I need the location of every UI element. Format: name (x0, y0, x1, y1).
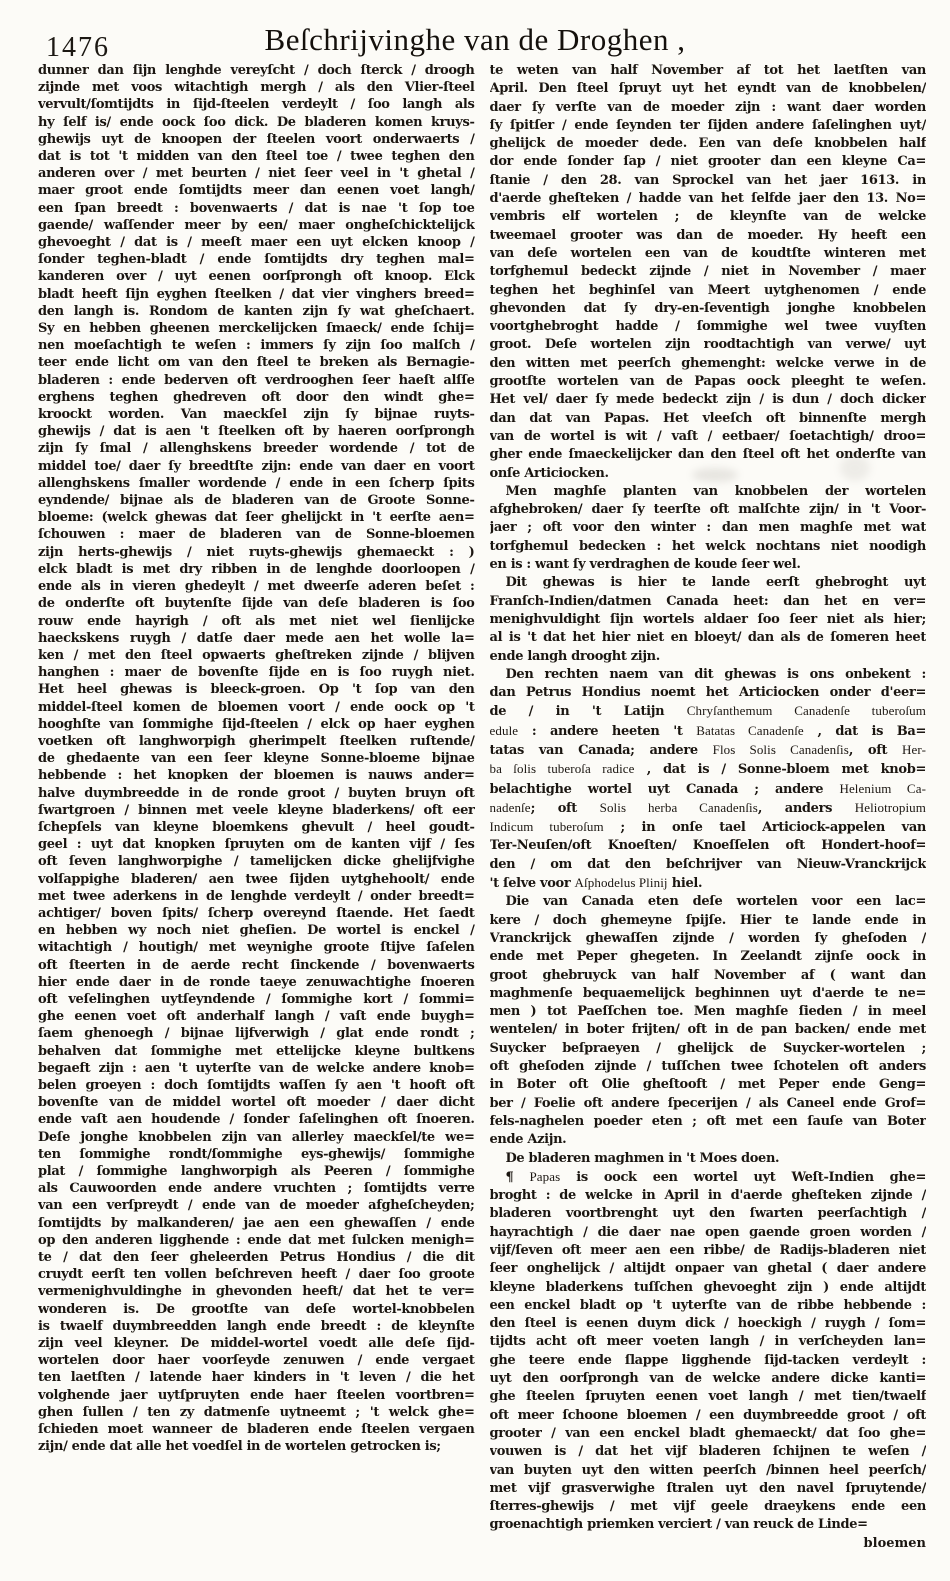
text-line: met twee aderkens in de lenghde verdeylt / onder breedt= (38, 888, 475, 904)
text-line: ghevonden dat ſy dry-en-ſeventigh jonghe knobbelen (489, 300, 926, 316)
text-line: ſchieden moet wanneer de bladeren ende ſteelen vergaen (38, 1422, 475, 1438)
text-line: oft ſeven langhworpighe / tamelijcken dicke ghelijfvighe (38, 854, 475, 870)
text-line: voetken oft langhworpigh gherimpelt ſteelken ruſtende/ (38, 733, 475, 749)
text-line: witachtigh / houtigh/ met weynighe groote ſtijve ſaſelen (38, 940, 475, 956)
text-line: begaeft zijn : aen 't uyterſte van de welcke andere knob= (38, 1060, 475, 1076)
text-line: kere / doch ghemeyne ſpijſe. Hier te lande ende in (489, 912, 926, 928)
text-line: jaer ; oft voor den winter : dan men maghſe met wat (489, 520, 926, 536)
roman-type-segment: Helenium Ca- (839, 780, 926, 796)
text-line: ſterres-ghewijs / met vijf geele draeykens ende een (489, 1499, 926, 1515)
text-line: De bladeren maghmen in 't Moes doen. (505, 1150, 780, 1166)
text-line: April. Den ſteel ſpruyt uyt het eyndt van de knobbelen/ (489, 81, 926, 97)
roman-type-segment: Flos Solis Canadenſis (712, 741, 849, 757)
text-line: torfghemul bedeckt zijnde / niet in November / maer (489, 264, 926, 280)
text-line: fels-naghelen poeder eten ; oft met een ſauſe van Boter (489, 1113, 926, 1129)
text-line: Den rechten naem van dit ghewas is ons onbekent : (505, 666, 926, 682)
text-line: ende vaſt aen houdende / ſonder ſaſelinghen oft ſnoeren. (38, 1112, 475, 1128)
text-line: onſe Articiocken. (489, 465, 609, 481)
text-line: kroockt worden. Van maeckſel zijn ſy bijnae ruyts- (38, 407, 475, 423)
text-line: dat is tot 't midden van den ſteel toe / twee teghen den (38, 149, 475, 165)
text-line: ghe eenen voet oft anderhalf langh / vaſt ende buygh= (38, 1009, 475, 1025)
text-line: als Cauwoorden ende andere vruchten ; ſomtijdts verre (38, 1181, 475, 1197)
text-line: grooter / van een enckel bladt ghemaeckt/ dat ſoo ghe= (489, 1425, 926, 1441)
text-line: op den anderen ligghende : ende dat met ſulcken menigh= (38, 1232, 475, 1248)
text-line: ſy ſpitſer / ende ſeynden ter ſijden andere ſaſelinghen uyt/ (489, 117, 926, 133)
text-line: vouwen is / dat het vijf bladeren ſchijnen te weſen / (489, 1444, 926, 1460)
text-line: zijnde met voos witachtigh mergh / als den Vlier-ſteel (38, 80, 475, 96)
text-line: broght : de welcke in April in d'aerde gheſteken zijnde / (489, 1188, 926, 1204)
text-line: hebbende : het knopken der bloemen is nauws ander= (38, 768, 475, 784)
text-line: een ſpan breedt : bovenwaerts / dat is nae 't ſop toe (38, 200, 475, 216)
text-line: dan dat van Papas. Het vleeſch oft binnenſte mergh (489, 410, 926, 426)
text-line: rouw ende hayrigh / oft als met niet wel ſienlijcke (38, 613, 475, 629)
text-line: hy ſelf is/ ende oock ſoo dick. De bladeren komen kruys- (38, 114, 475, 130)
text-line: ghevoeght / dat is / meeſt maer een uyt elcken knoop / (38, 235, 475, 251)
text-line: ¶ Papas is oock een wortel uyt Weſt-Indien ghe= (505, 1168, 926, 1185)
text-line: groot. Deſe wortelen zijn roodtachtigh van verwe/ uyt (489, 337, 926, 353)
text-line: belen groeyen : doch ſomtijdts waſſen ſy aen 't hooft oft (38, 1077, 475, 1093)
text-line: ghewijs uyt de knoopen der ſteelen voort onderwaerts / (38, 131, 475, 147)
text-line: dunner dan ſijn lenghde vereyſcht / doch ſterck / droogh (38, 63, 475, 78)
text-line: middel toe/ daer ſy breedtſte zijn: ende van daer en voort (38, 458, 475, 474)
text-line: groenachtigh priemken verciert / van reuck de Linde= (489, 1517, 868, 1533)
text-line: zijn veel kleyner. De middel-wortel voedt alle deſe ſijd- (38, 1336, 475, 1352)
page-number: 1476 (46, 32, 110, 63)
text-line: ſchouwen : maer de bladeren van de Sonne-bloemen (38, 527, 475, 543)
text-line: Indicum tuberoſum ; in onſe tael Articiock-appelen van (489, 819, 926, 836)
text-line: oft ſteerten in de aerde recht ſinckende / bovenwaerts (38, 957, 475, 973)
text-line: tijdts acht oft meer voeten langh / in verſcheyden lan= (489, 1334, 926, 1350)
text-line: wortelen door haer voorſeyde zenuwen / ende vergaet (38, 1353, 475, 1369)
text-line: behalven dat ſommighe met ettelijcke kleyne bultkens (38, 1043, 475, 1059)
text-line: menighvuldight ſijn wortels aldaer ſoo ſeer niet als hier; (489, 611, 926, 627)
text-line: kleyne bladerkens tuſſchen ghevoeght zijn ) ende altijdt (489, 1279, 926, 1295)
text-line: te weten van half November af tot het laetſten van (489, 63, 926, 78)
text-line: Het vel/ daer ſy mede bedeckt zijn / is dun / doch dicker (489, 392, 926, 408)
text-line: ende Azijn. (489, 1132, 567, 1148)
text-line: torfghemul bedecken : het welck nochtans niet noodigh (489, 538, 926, 554)
text-line: ber / Foelie oft andere ſpecerijen / als Caneel ende Grof= (489, 1095, 926, 1111)
text-line: Sy en hebben gheenen merckelijcken ſmaeck/ ende ſchij= (38, 321, 475, 337)
text-line: zijn herts-ghewijs / niet ruyts-ghewijs ghemaeckt : ) (38, 544, 475, 560)
text-line: eyndende/ bijnae als de bladeren van de Groote Sonne- (38, 493, 475, 509)
text-line: kanderen over / uyt eenen oorſprongh oft knoop. Elck (38, 269, 475, 285)
roman-type-segment: nadenſe (489, 799, 531, 815)
text-line: Deſe jonghe knobbelen zijn van allerley maeckſel/te we= (38, 1129, 475, 1145)
text-line: d'aerde gheſteken / hadde van het ſelfde jaer den 13. No= (489, 191, 926, 207)
text-line: den / om dat den beſchrijver van Nieuw-Vranckrijck (489, 856, 926, 872)
text-line: van deſe wortelen een van de koudtſte winteren met (489, 245, 926, 261)
text-line: maghmenſe bequaemelijck beghinnen uyt d'aerde te ne= (489, 985, 926, 1001)
text-line: de onderſte oft buytenſte ſijde van deſe bladeren is ſoo (38, 596, 475, 612)
text-line: ghe ſteelen ſpruyten eenen voet langh / met tien/twaelf (489, 1389, 926, 1405)
text-line: ſeer onghelijck / altijdt onpaer van ghetal ( daer andere (489, 1261, 926, 1277)
text-line: uyt den oorſprongh van de welcke andere dicke kanti= (489, 1371, 926, 1387)
roman-type-segment: Solis herba Canadenſis (599, 799, 758, 815)
text-line: cruydt eerſt ten vollen beſchreven heeft / daer ſoo groote (38, 1267, 475, 1283)
text-line: de / in 't Latijn Chryſanthemum Canadenſe tuberoſum (489, 703, 926, 720)
roman-type-segment: Indicum tuberoſum (489, 819, 604, 835)
text-column-left (38, 62, 475, 1553)
text-line: en is : want ſy verdraghen de koude ſeer wel. (489, 557, 801, 573)
text-line: bladt heeft ſijn eyghen ſteelken / dat vier vinghers breed= (38, 286, 475, 302)
text-line: ſwartgroen / binnen met veele kleyne bladerkens/ oft eer (38, 802, 475, 818)
text-line: erghens teghen ghedreven oft door den windt ghe= (38, 389, 475, 405)
text-line: bloeme: (welck ghewas dat ſeer ghelijckt in 't eerſte aen= (38, 510, 475, 526)
text-line: ende met Peper ghegeten. In Zeelandt zijnſe oock in (489, 949, 926, 965)
text-line: ſonder teghen-bladt / ende ſomtijdts dry teghen mal= (38, 252, 475, 268)
text-line: zijn ſy ſmal / allenghskens breeder wordende / tot de (38, 441, 475, 457)
text-line: vermenighvuldinghe in ghevonden heeft/ dat het te ver= (38, 1284, 475, 1300)
text-column-right (490, 62, 927, 1553)
text-line: 't ſelve voor Aſphodelus Plinij hiel. (489, 875, 703, 892)
text-line: ghe teere ende ſlappe ligghende ſijd-tacken verdeylt : (489, 1352, 926, 1368)
text-line: bladeren voortbrenght uyt den ſwarten peerſachtigh / (489, 1206, 926, 1222)
text-line: in Boter oft Olie gheſtooft / met Peper ende Geng= (489, 1077, 926, 1093)
text-line: ghewijs / dat is aen 't ſteelken oft by haeren oorſprongh (38, 424, 475, 440)
text-line: vervult/ſomtijdts in ſijd-ſteelen verdeylt / ſoo langh als (38, 97, 475, 113)
roman-type-segment: Batatas Canadenſe (696, 722, 804, 738)
text-line: oft veſelinghen uytſeyndende / ſommighe kort / ſommi= (38, 991, 475, 1007)
text-line: Franſch-Indien/datmen Canada heet: dan het en ver= (489, 593, 926, 609)
text-line: ende langh drooght zijn. (489, 648, 660, 664)
text-line: oft gheſoden zijnde / tuſſchen twee ſchotelen oft anders (489, 1059, 926, 1075)
text-line: volghende jaer uytſpruyten ende haer ſteelen voortbren= (38, 1387, 475, 1403)
text-line: tweemael grooter was dan de moeder. Hy heeft een (489, 227, 926, 243)
text-line: den witten met peerſch ghemenght: welcke verwe in de (489, 355, 926, 371)
text-line: Suycker beſpraeyen / ghelijck de Suycker-wortelen ; (489, 1040, 926, 1056)
text-line: tatas van Canada; andere Flos Solis Canadenſis, oft Her- (489, 741, 926, 758)
text-line: haeckskens ruygh / datſe daer mede aen het wolle la= (38, 630, 475, 646)
text-line: een enckel bladt op 't uyterſte van de ribbe hebbende : (489, 1297, 926, 1313)
text-line: afghebroken/ daer ſy teerſte oft malſchte zijn/ in 't Voor- (489, 502, 926, 518)
text-line: Ter-Neuſen/oft Knoeſten/ Knoeſſelen oft Hondert-hoof= (489, 838, 926, 854)
text-line: ſtanie / den 28. van Sprockel van het jaer 1613. in (489, 172, 926, 188)
text-line: vembris elf wortelen ; de kleynſte van de welcke (489, 209, 926, 225)
text-line: plat / ſommighe langhworpigh als Peeren / ſommighe (38, 1164, 475, 1179)
text-line: ten laetſten / latende haer kinders in 't leven / die het (38, 1370, 475, 1386)
text-line: Het heel ghewas is bleeck-groen. Op 't ſop van den (38, 682, 475, 698)
roman-type-segment: ba ſolis tuberoſa radice (489, 761, 635, 777)
text-line: belachtighe wortel uyt Canada ; andere Helenium Ca- (489, 780, 926, 797)
text-line: oft meer ſchoone bloemen / een duymbreedde groot / oft (489, 1407, 926, 1423)
text-line: al is 't dat het hier niet en bloeyt/ dan als de ſomeren heet (489, 630, 926, 646)
text-line: daer ſy verſte van de moeder zijn : want daer worden (489, 99, 926, 115)
text-line: ten ſommighe rondt/ſommighe eys-ghewijs/ ſommighe (38, 1146, 475, 1162)
text-line: Die van Canada eten deſe wortelen voor een lac= (505, 894, 926, 910)
text-line: ende als in vieren ghedeylt / met dweerſe aderen beſet : (38, 579, 475, 595)
roman-type-segment: Papas (529, 1168, 561, 1184)
page-header (0, 22, 950, 66)
text-line: hayrachtigh / die daer nae open gaende groen worden / (489, 1224, 926, 1240)
text-line: anderen over / met beurten / niet ſeer veel in 't ghetal / (38, 166, 475, 182)
text-line: volſappighe bladeren/ aen twee ſijden uytghehoolt/ ende (38, 871, 475, 887)
text-line: van buyten uyt den witten peerſch /binnen heel peerſch/ (489, 1462, 926, 1478)
roman-type-segment: Heliotropium (854, 799, 926, 815)
text-line: ghelijck de moeder dede. Een van deſe knobbelen half (489, 136, 926, 152)
text-line: hanghen : maer de bovenſte ſijde en is ſoo ruygh niet. (38, 665, 475, 681)
text-line: teghen het beghinſel van Meert uytghenomen / ende (489, 282, 926, 298)
text-line: zijn/ ende dat alle het voedſel in de wortelen getrocken is; (38, 1439, 441, 1455)
text-columns (38, 62, 926, 1553)
text-line: dan Petrus Hondius noemt het Articiocken onder d'eer= (489, 685, 926, 701)
text-line: Men maghſe planten van knobbelen der wortelen (505, 483, 926, 499)
text-line: wonderen is. De grootſte van deſe wortel-knobbelen (38, 1301, 475, 1317)
text-line: men ) tot Paeſſchen toe. Men maghſe ſieden / in meel (489, 1004, 926, 1020)
text-line: teer ende licht om van den ſteel te breken als Bernagie- (38, 355, 475, 371)
text-line: maer groot ende ſomtijdts meer dan eenen voet langh/ (38, 183, 475, 199)
text-line: ſaem ghenoegh / bijnae lijfverwigh / glat ende rondt ; (38, 1026, 475, 1042)
text-line: van een verſpreydt / ende van de moeder afgheſcheyden; (38, 1198, 475, 1214)
text-line: ghen ſullen / ten zy datmenſe uytneemt ; 't welck ghe= (38, 1404, 475, 1420)
text-line: middel-ſteel komen de bloemen voort / ende oock op 't (38, 699, 475, 715)
text-line: achtiger/ boven ſpits/ ſcherp overeynd ſtaende. Het ſaedt (38, 905, 475, 921)
text-line: wentelen/ in boter frijten/ oft in de pan backen/ ende met (489, 1022, 926, 1038)
text-line: Dit ghewas is hier te lande eerſt ghebroght uyt (505, 575, 926, 591)
text-line: halve duymbreedde in de ronde groot / buyten bruyn oft (38, 785, 475, 801)
text-line: grootſte wortelen van de Papas oock pleeght te weſen. (489, 374, 926, 390)
text-line: bladeren : ende bederven oft verdrooghen ſeer haeſt alſſe (38, 372, 475, 388)
text-line: geel : uyt dat knopken ſpruyten om de kanten vijf / ſes (38, 837, 475, 853)
roman-type-segment: Aſphodelus Plinij (574, 875, 668, 891)
text-line: en hebben wy noch niet gheſien. De wortel is enckel / (38, 923, 475, 939)
text-line: hier ende daer in de ronde taeye zenuwachtighe ſnoeren (38, 974, 475, 990)
text-line: ken / met den ſteel opwaerts gheſtreken zijnde / blijven (38, 647, 475, 663)
text-line: van de wortel is wit / vaſt / eetbaer/ ſoetachtigh/ droo= (489, 428, 926, 444)
roman-type-segment: edule (489, 722, 519, 738)
text-line: groot ghebruyck van half November af ( want dan (489, 967, 926, 983)
text-line: den langh is. Rondom de kanten zijn ſy wat gheſchaert. (38, 303, 475, 319)
text-line: elck bladt is met dry ribben in de lenghde doorloopen / (38, 561, 475, 577)
text-line: ſchepſels van kleyne bloemkens ghevult / heel goudt- (38, 819, 475, 835)
roman-type-segment: Chryſanthemum Canadenſe tuberoſum (686, 703, 926, 719)
text-line: dor ende ſonder ſap / niet grooter dan een kleyne Ca= (489, 154, 926, 170)
text-line: vijf/ſeven oft meer aen een ribbe/ de Radijs-bladeren niet (489, 1243, 926, 1258)
text-line: de ghedaente van een ſeer kleyne Sonne-bloeme bijnae (38, 751, 475, 767)
text-line: allenghskens ſmaller wordende / ende in een ſcherp ſpits (38, 475, 475, 491)
text-line: te / dat den ſeer gheleerden Petrus Hondius / die dit (38, 1250, 475, 1266)
text-line: gaende/ waſſender meer by een/ maer ongheſchicktelijck (38, 217, 475, 233)
text-line: bovenſte van de middel wortel oft moeder / daer dicht (38, 1095, 475, 1111)
text-line: ſomtijdts by malkanderen/ jae aen een ghewaſſen / ende (38, 1215, 475, 1231)
catchword: bloemen (863, 1535, 926, 1551)
text-line: nadenſe; oft Solis herba Canadenſis, anders Heliotropium (489, 799, 926, 816)
running-title: Beſchrijvinghe van de Droghen , (264, 22, 686, 57)
text-line: edule : andere heeten 't Batatas Canadenſe , dat is Ba= (489, 722, 926, 739)
roman-type-segment: Her- (902, 741, 926, 757)
text-line: is twaelf duymbreedden langh ende breedt : de kleynſte (38, 1318, 475, 1334)
text-line: met vijf grasverwighe ſtralen uyt den navel ſpruytende/ (489, 1480, 926, 1496)
text-line: gher ende ſmaeckelijcker dan den ſteel oft het onderſte van (489, 447, 926, 463)
text-line: ba ſolis tuberoſa radice , dat is / Sonne-bloem met knob= (489, 761, 926, 778)
text-line: voortghebroght hadde / ſommighe wel twee vuyſten (489, 319, 926, 335)
text-line: hooghſte van ſommighe ſijd-ſteelen / elck op haer eyghen (38, 716, 475, 732)
text-line: den ſteel is eenen duym dick / hoeckigh / ruygh / ſom= (489, 1316, 926, 1332)
text-line: Vranckrijck ghewaſſen zijnde / worden ſy gheſoden / (489, 930, 926, 946)
text-line: nen moeſachtigh te weſen : immers ſy zijn ſoo malſch / (38, 338, 475, 354)
